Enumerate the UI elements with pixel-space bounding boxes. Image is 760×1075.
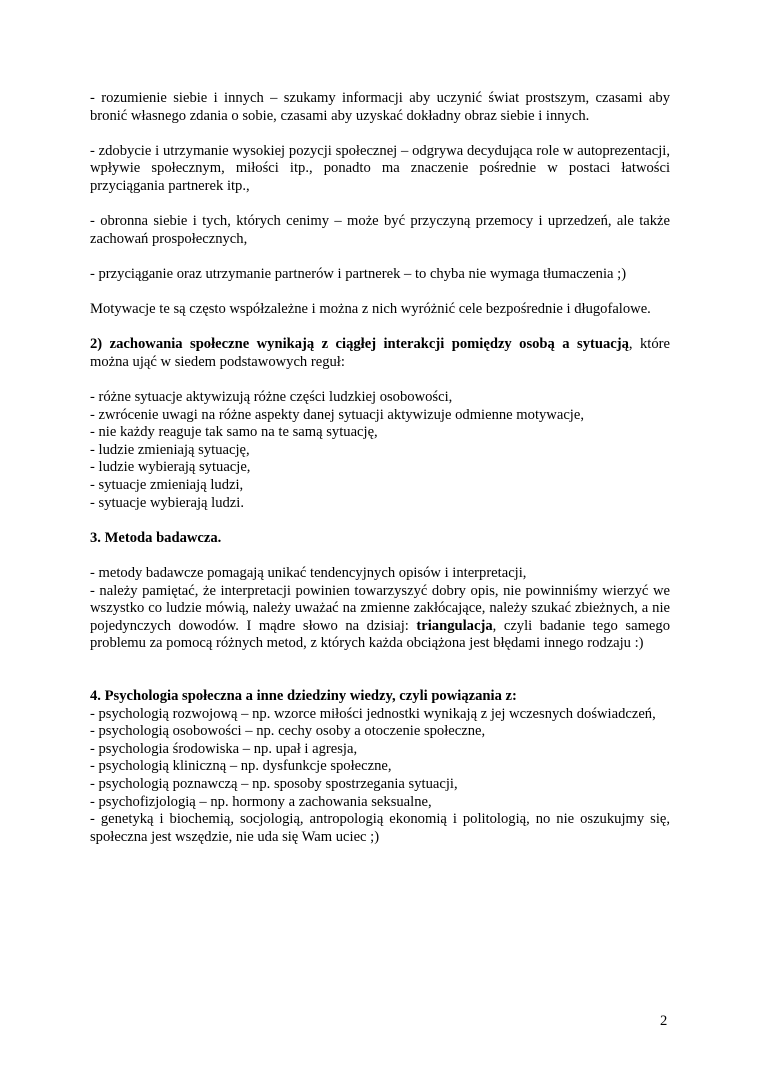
motive-understanding: - rozumienie siebie i innych – szukamy informacji aby uczynić świat prostszym, czasami aby bronić własnego zdania o sobie, czasami aby uzyskać dokładny obraz siebie i innych. [90,90,670,124]
section3-item-text-end: , czyli badanie tego samego problemu za pomocą różnych metod, z których każda obciążona jest błędami innego rodzaju :) [90,617,670,652]
section4-heading: 4. Psychologia społeczna a inne dziedziny wiedzy, czyli powiązania z: [90,688,517,704]
section3-item-text: - należy pamiętać, że interpretacji powinien towarzyszyć dobry opis, nie powinniśmy wierzyć we wszystko co ludzie mówią, należy uważać na zmienne zakłócające, należy szukać zbieżnych, a nie pojedynczych dowodów. I mądre słowo na dzisiaj: [90,582,670,634]
section4-list [90,706,670,847]
list-item: - ludzie wybierają sytuacje, [90,459,251,476]
list-item: - psychologią kliniczną – np. dysfunkcje społeczne, [90,758,392,775]
motive-attraction: - przyciąganie oraz utrzymanie partnerów i partnerek – to chyba nie wymaga tłumaczenia ;) [90,265,627,282]
list-item: - zwrócenie uwagi na różne aspekty danej sytuacji aktywizuje odmienne motywacje, [90,406,584,423]
section3-item-interpretation [90,583,670,653]
document-page [90,90,670,846]
triangulation-term: triangulacja [416,617,493,634]
list-item: - psychologia środowiska – np. upał i agresja, [90,740,358,757]
list-item: - sytuacje wybierają ludzi. [90,494,244,511]
section2-rules-list [90,389,670,512]
list-item: - psychologią poznawczą – np. sposoby spostrzegania sytuacji, [90,775,458,792]
list-item: - sytuacje zmieniają ludzi, [90,477,244,494]
motive-status: - zdobycie i utrzymanie wysokiej pozycji społecznej – odgrywa decydująca role w autoprezentacji, wpływie społecznym, miłości itp., ponadto ma znaczenie pośrednie w postaci łatwości przyciągania partnerek itp., [90,142,670,194]
motive-defense: - obronna siebie i tych, których cenimy – może być przyczyną przemocy i uprzedzeń, ale także zachowań prospołecznych, [90,213,670,247]
section2-number: 2) [90,336,103,353]
list-item: - różne sytuacje aktywizują różne części ludzkiej osobowości, [90,389,453,406]
section3-item-methods: - metody badawcze pomagają unikać tendencyjnych opisów i interpretacji, [90,565,527,582]
section2-heading-bold: zachowania społeczne wynikają z ciągłej interakcji pomiędzy osobą a sytuacją [109,336,629,353]
list-item: - psychologią osobowości – np. cechy osoby a otoczenie społeczne, [90,723,486,740]
section3-heading: 3. Metoda badawcza. [90,529,222,546]
list-item: - psychofizjologią – np. hormony a zachowania seksualne, [90,793,432,810]
list-item: - psychologią rozwojową – np. wzorce miłości jednostki wynikają z jej wczesnych doświadczeń, [90,705,656,722]
section2-heading-rest: , które można ująć w siedem podstawowych reguł: [90,336,670,370]
motives-summary: Motywacje te są często współzależne i można z nich wyróżnić cele bezpośrednie i długofalowe. [90,301,651,318]
list-item: - nie każdy reaguje tak samo na te samą sytuację, [90,424,378,441]
page-number: 2 [660,1013,668,1029]
list-item: - genetyką i biochemią, socjologią, antropologią ekonomią i politologią, no nie oszukujmy się, społeczna jest wszędzie, nie uda się Wam uciec ;) [90,811,670,845]
section2-heading [90,336,670,371]
list-item: - ludzie zmieniają sytuację, [90,441,250,458]
